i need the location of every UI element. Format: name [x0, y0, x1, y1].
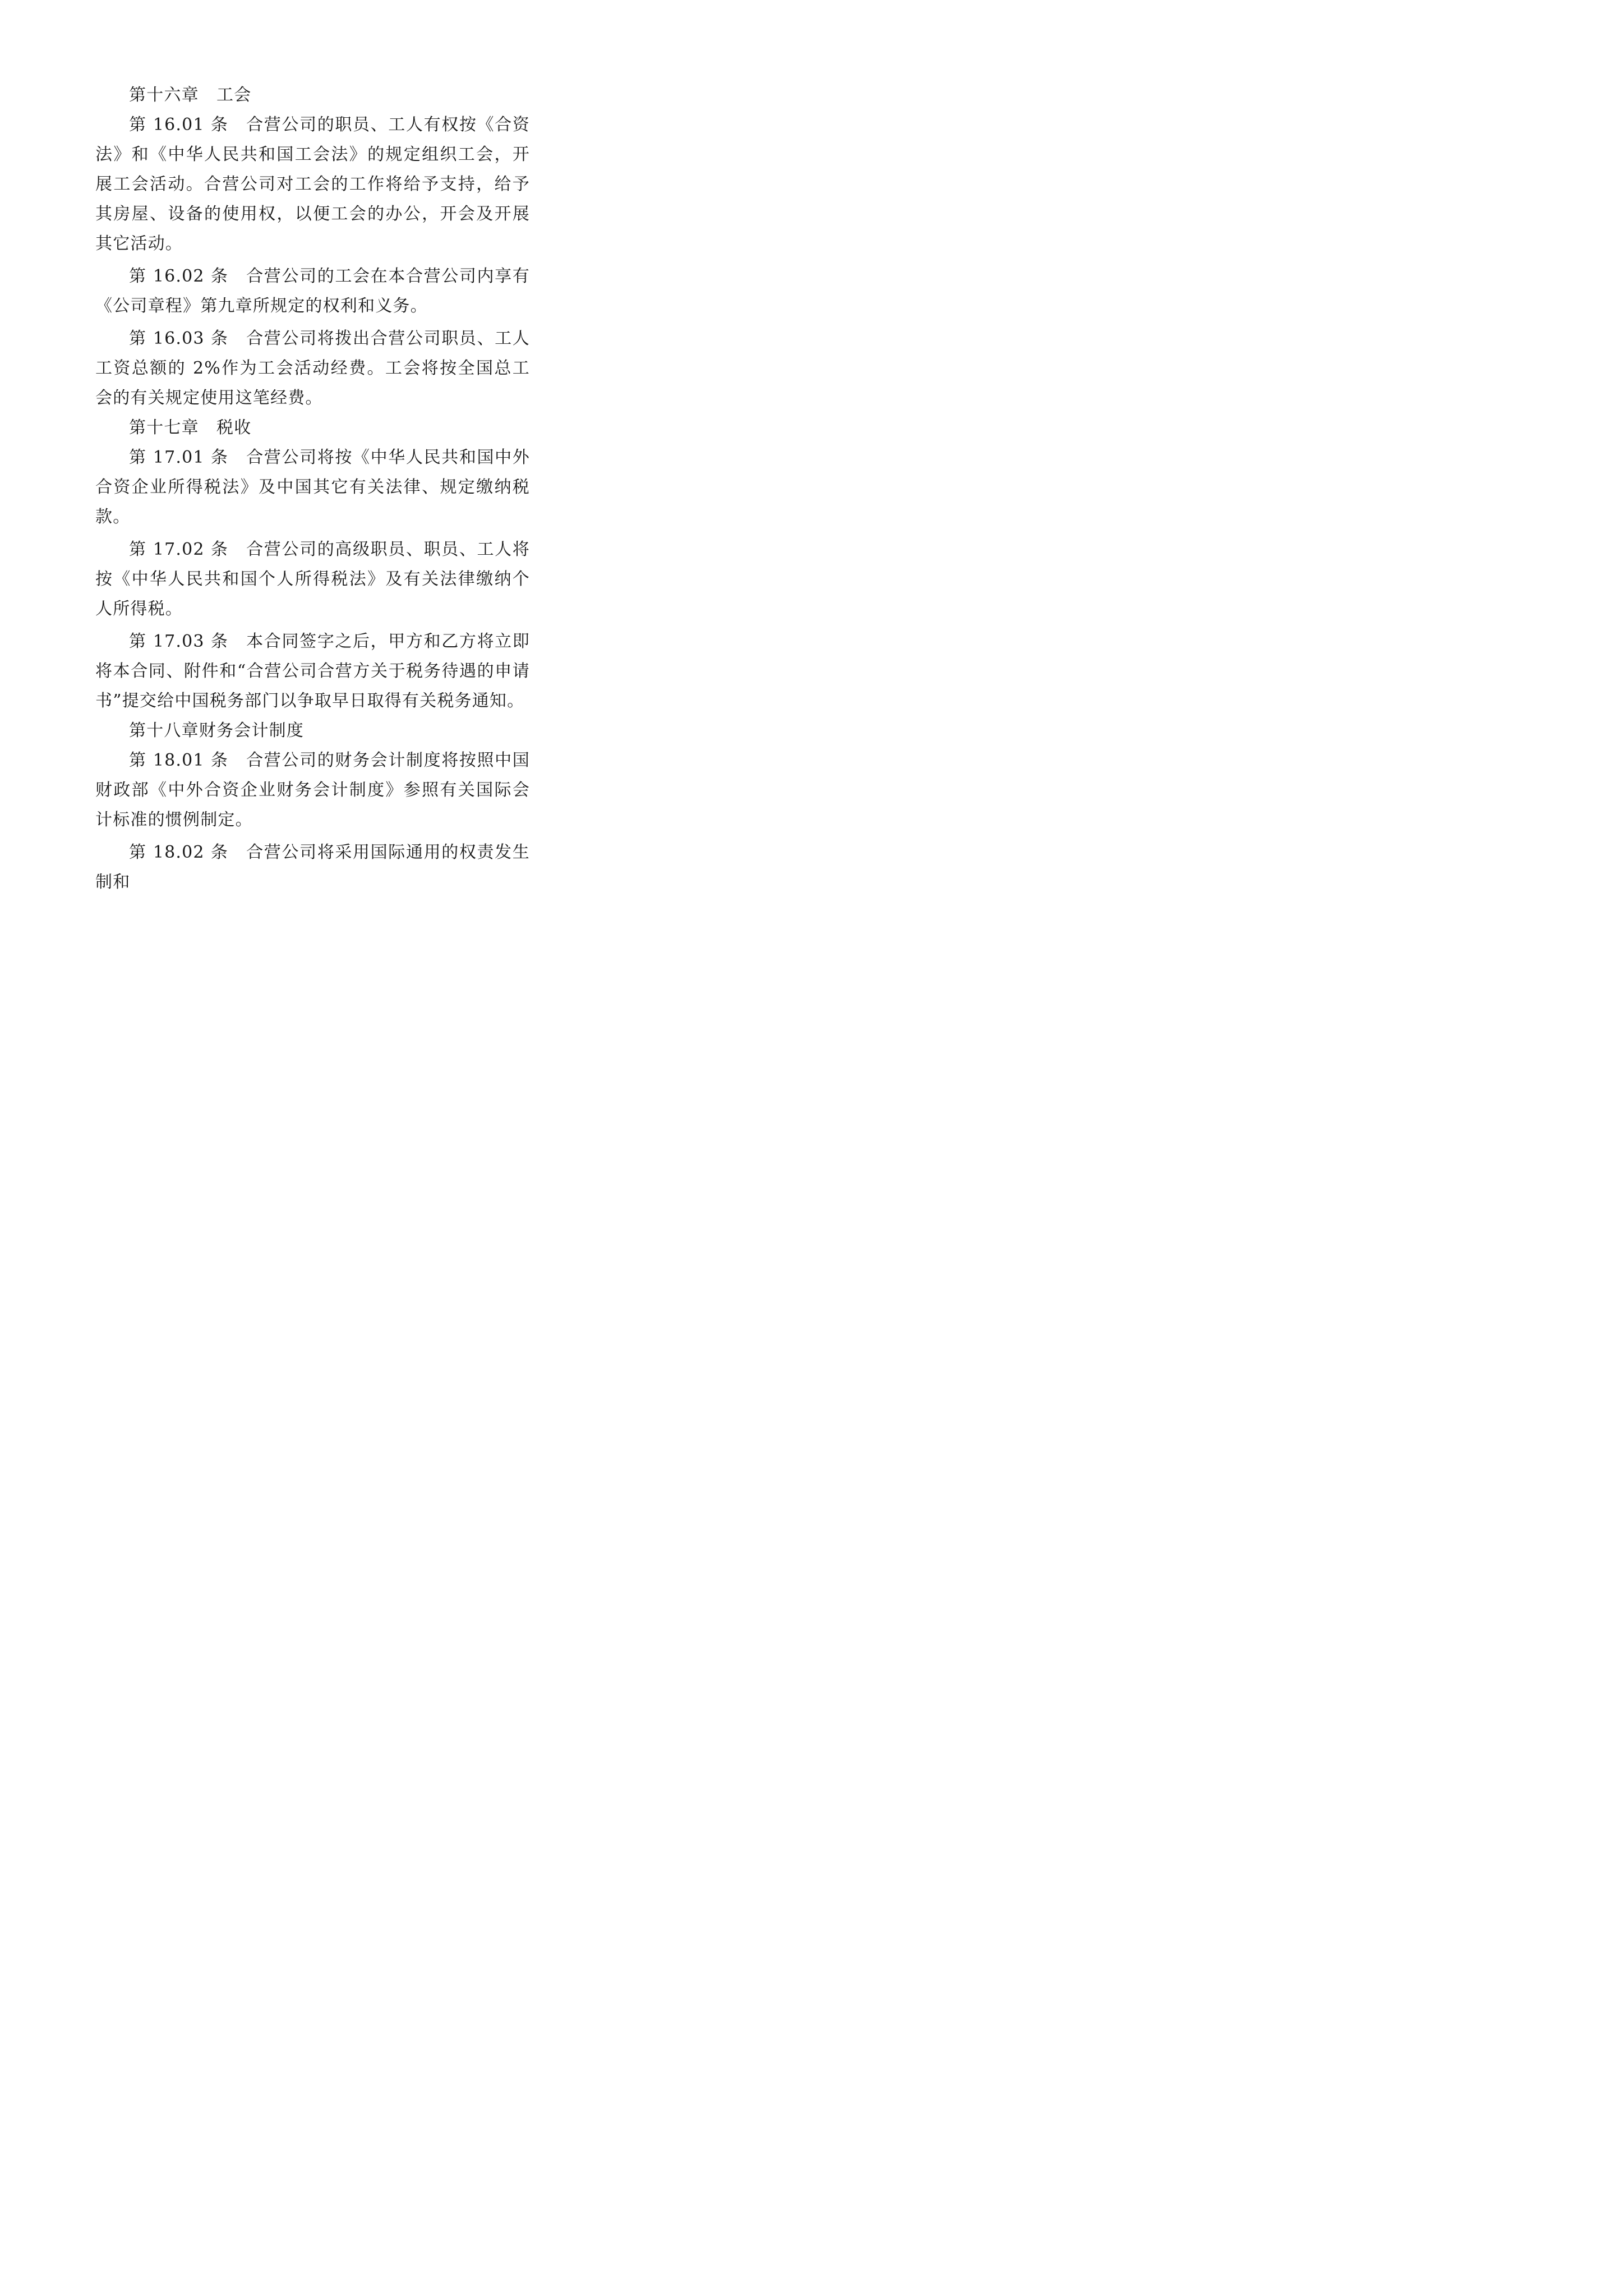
document-page — [0, 0, 617, 892]
document-body — [95, 80, 530, 897]
article-16-02: 第 16.02 条 合营公司的工会在本合营公司内享有《公司章程》第九章所规定的权利和义务。 — [95, 266, 530, 316]
article-16-03: 第 16.03 条 合营公司将拨出合营公司职员、工人工资总额的 2%作为工会活动经费。工会将按全国总工会的有关规定使用这笔经费。 — [95, 329, 530, 408]
article-18-02: 第 18.02 条 合营公司将采用国际通用的权责发生制和 — [95, 843, 530, 892]
chapter-16-heading: 第十六章 工会 — [129, 85, 252, 105]
chapter-17-heading: 第十七章 税收 — [129, 418, 252, 438]
article-17-01: 第 17.01 条 合营公司将按《中华人民共和国中外合资企业所得税法》及中国其它有关法律、规定缴纳税款。 — [95, 448, 530, 527]
chapter-18-heading: 第十八章财务会计制度 — [129, 721, 304, 740]
article-17-03: 第 17.03 条 本合同签字之后，甲方和乙方将立即将本合同、附件和“合营公司合营方关于税务待遇的申请书”提交给中国税务部门以争取早日取得有关税务通知。 — [95, 632, 530, 711]
article-17-02: 第 17.02 条 合营公司的高级职员、职员、工人将按《中华人民共和国个人所得税法》及有关法律缴纳个人所得税。 — [95, 540, 530, 619]
article-16-01: 第 16.01 条 合营公司的职员、工人有权按《合资法》和《中华人民共和国工会法》的规定组织工会，开展工会活动。合营公司对工会的工作将给予支持，给予其房屋、设备的使用权，以便工会的办公，开会及开展其它活动。 — [95, 115, 530, 254]
article-18-01: 第 18.01 条 合营公司的财务会计制度将按照中国财政部《中外合资企业财务会计制度》参照有关国际会计标准的惯例制定。 — [95, 751, 530, 830]
